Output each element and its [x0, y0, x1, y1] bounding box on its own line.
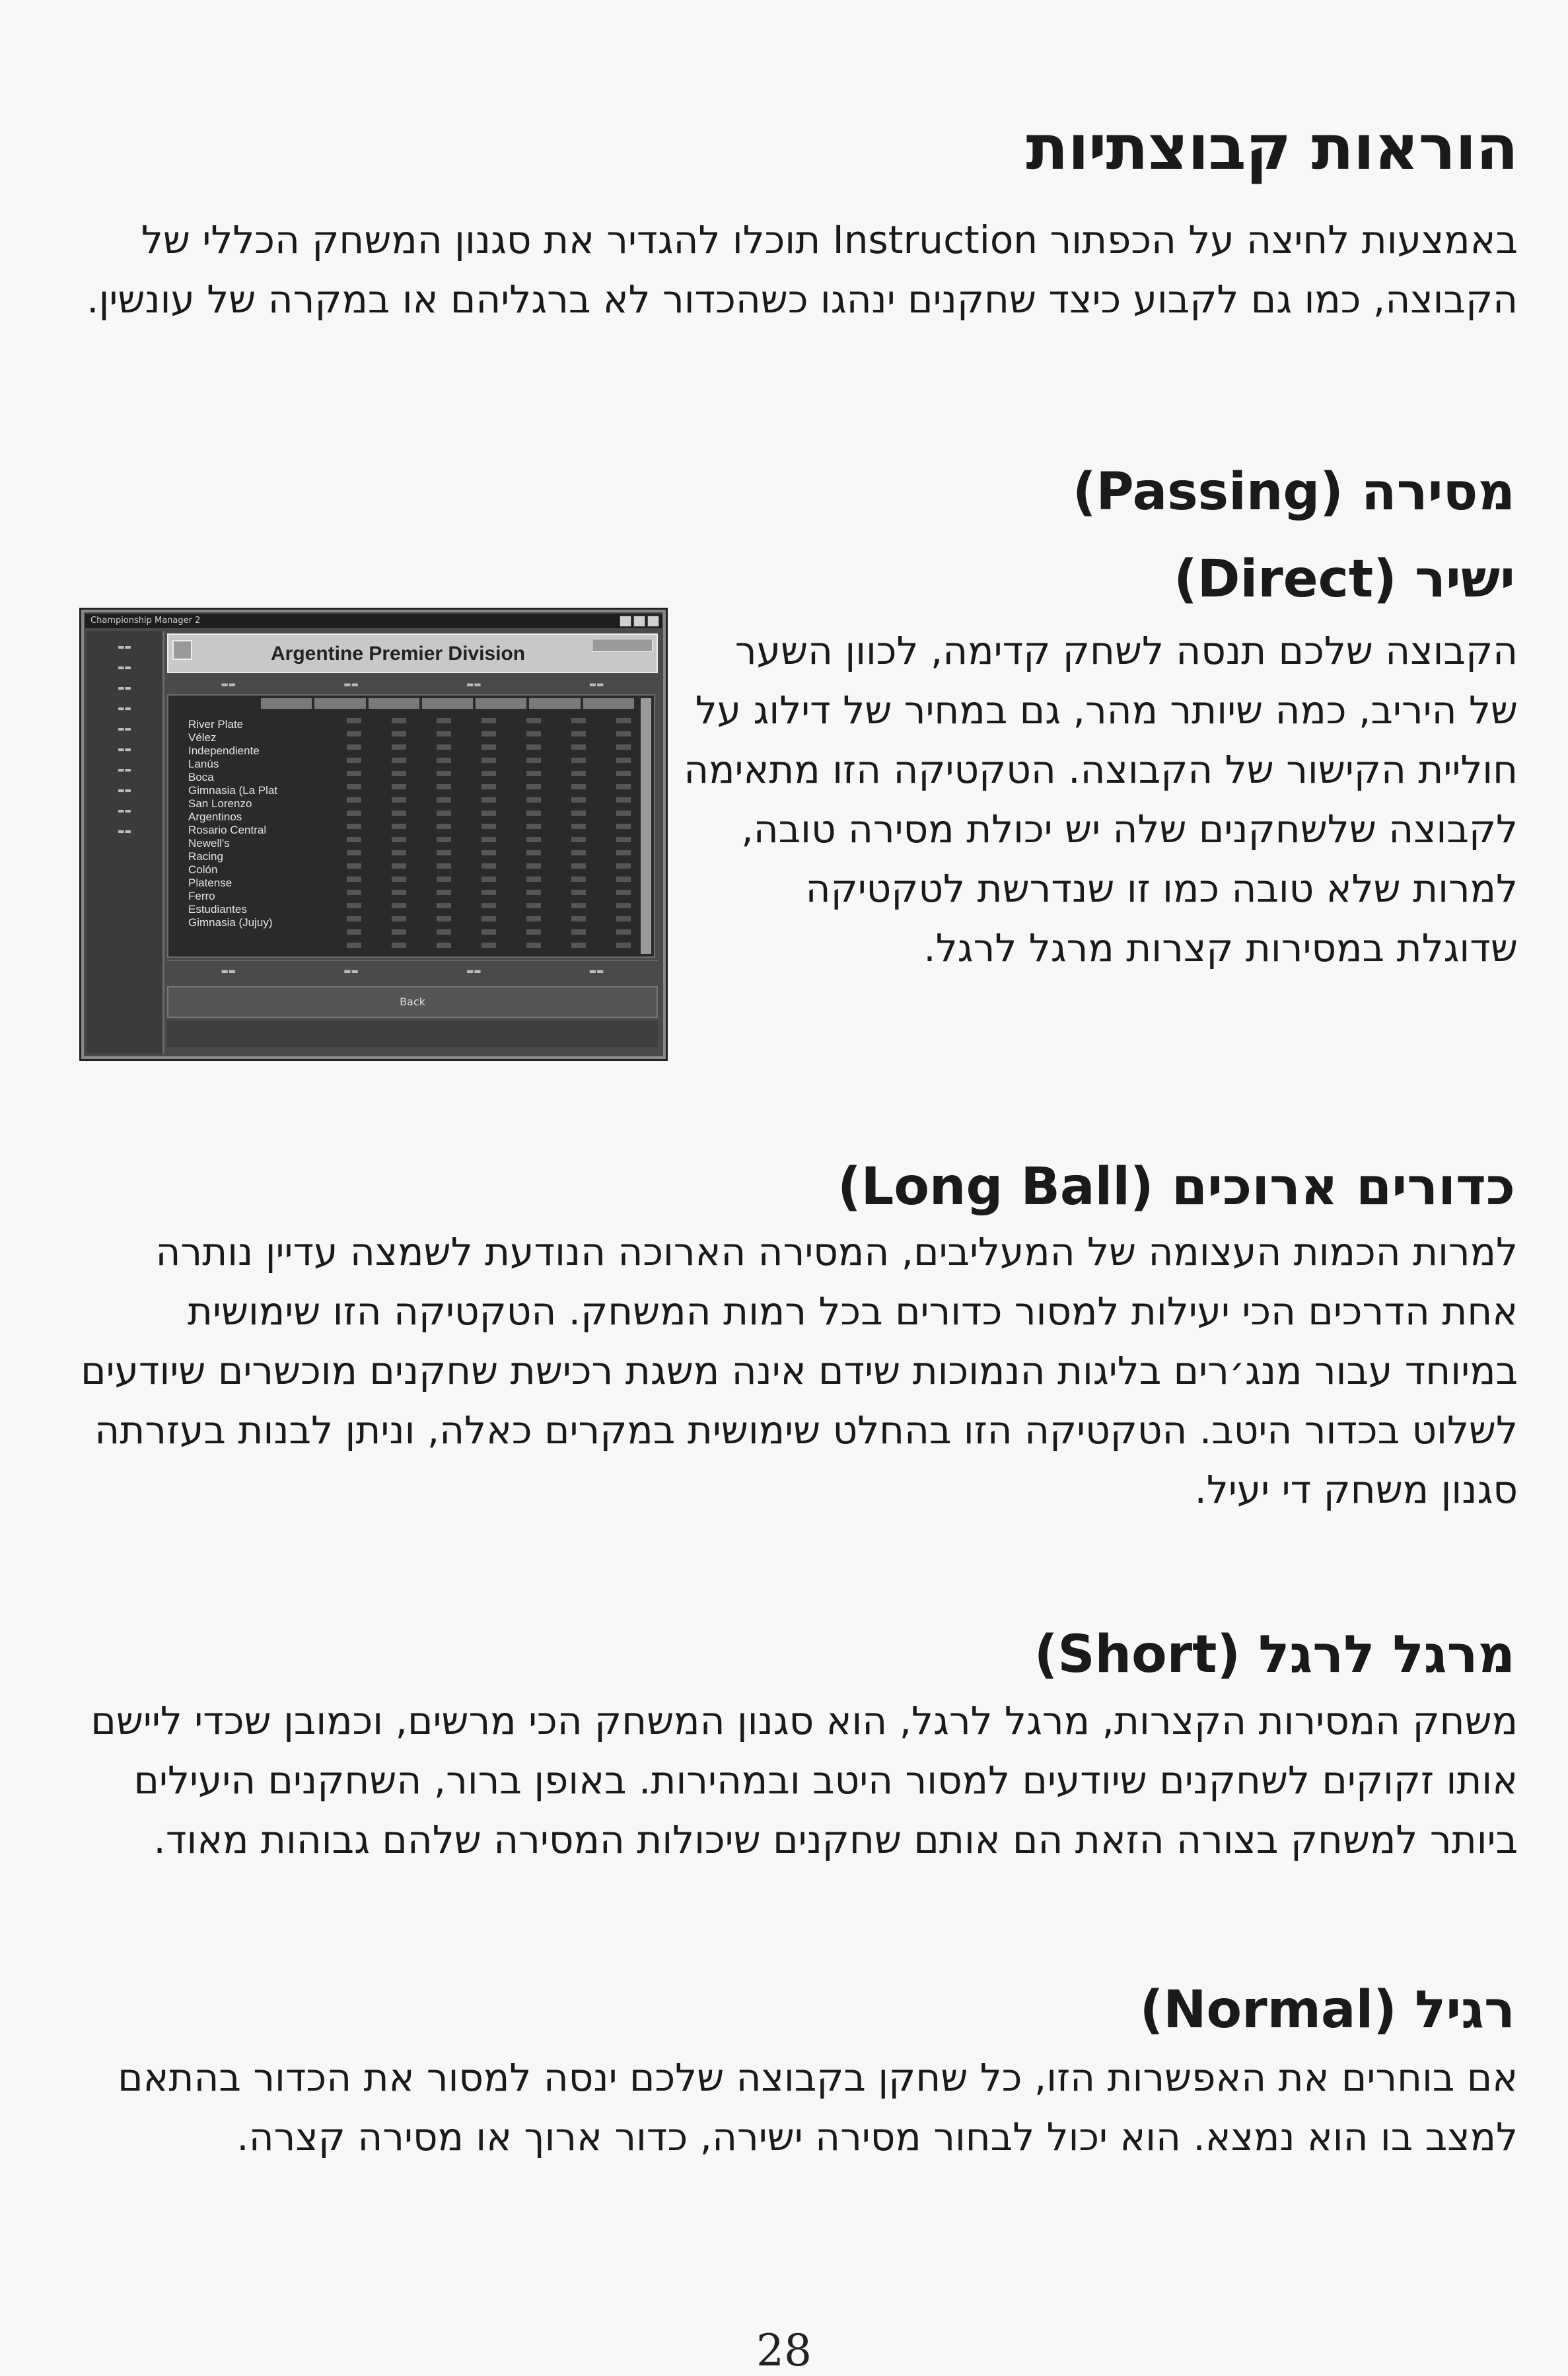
sidebar-nav-item: ▬▬ [118, 663, 131, 672]
screen-footer-buttons [167, 960, 658, 981]
team-name: Colón [188, 863, 218, 876]
team-name: Racing [188, 850, 223, 863]
tab: ▬▬ [343, 680, 359, 689]
league-table [167, 694, 655, 958]
close-icon [647, 616, 659, 627]
sidebar-nav-item: ▬▬ [118, 704, 131, 713]
short-heading: מרגל לרגל (Short) [1034, 1625, 1515, 1684]
team-name: Independiente [188, 744, 260, 757]
longball-heading: כדורים ארוכים (Long Ball) [837, 1157, 1515, 1217]
normal-heading: רגיל (Normal) [1139, 1980, 1515, 2040]
tab: ▬▬ [588, 680, 604, 689]
division-header [167, 633, 658, 673]
header-close-icon [172, 640, 192, 660]
table-scrollbar [641, 698, 651, 954]
window-buttons [620, 616, 659, 627]
team-name: Gimnasia (La Plat [188, 784, 278, 797]
team-name: Newell's [188, 837, 230, 849]
screen-bottom-bar [167, 1021, 658, 1047]
team-name: Rosario Central [188, 824, 267, 836]
page-title: הוראות קבוצתיות [1026, 112, 1518, 184]
sidebar-nav-item: ▬▬ [118, 725, 131, 733]
sidebar-nav-item: ▬▬ [118, 807, 131, 815]
window-title: Championship Manager 2 [90, 616, 201, 626]
tab: ▬▬ [466, 680, 481, 689]
short-paragraph: משחק המסירות הקצרות, מרגל לרגל, הוא סגנון המשחק הכי מרשים, וכמובן שכדי ליישם אותו זקוקים לשחקנים שיודעים למסור היטב ובמהירות. באופן ברור, השחקנים היעילים ביותר למשחק בצורה הזאת הם אותם שחקנים שיכולות המסירה שלהם גבוהות מאוד. [90, 1698, 1518, 1862]
longball-paragraph: למרות הכמות העצומה של המעליבים, המסירה הארוכה הנודעת לשמצה עדיין נותרה אחת הדרכים הכי יעילות למסור כדורים בכל רמות המשחק. הטקטיקה הזו שימושית במיוחד עבור מנג׳רים בליגות הנמוכות שידם אינה משגת רכישת שחקנים מוכשרים שיודעים לשלוט בכדור היטב. הטקטיקה הזו בהחלט שימושית במקרים כאלה, וניתן לבנות בעזרתה סגנון משחק די יעיל. [81, 1229, 1518, 1512]
team-name: Ferro [188, 890, 215, 902]
window-titlebar [85, 614, 662, 628]
team-name: River Plate [188, 718, 244, 731]
maximize-icon [633, 616, 645, 627]
team-name: Platense [188, 877, 232, 889]
division-title: Argentine Premier Division [271, 643, 526, 665]
tab: ▬▬ [221, 680, 236, 689]
team-name: Gimnasia (Jujuy) [188, 916, 273, 929]
footer-button: ▬▬ [588, 966, 604, 976]
normal-paragraph: אם בוחרים את האפשרות הזו, כל שחקן בקבוצה שלכם ינסה למסור את הכדור בהתאם למצב בו הוא נמצא. הוא יכול לבחור מסירה ישירה, כדור ארוך או מסירה קצרה. [118, 2055, 1518, 2159]
game-sidebar [87, 631, 164, 1054]
screen-tabs [167, 676, 658, 693]
direct-paragraph: הקבוצה שלכם תנסה לשחק קדימה, לכוון השער של היריב, כמה שיותר מהר, גם במחיר של דילוג על חוליית הקישור של הקבוצה. הטקטיקה הזו מתאימה לקבוצה שלשחקנים שלה יש יכולת מסירה טובה, למרות שלא טובה כמו זו שנדרשת לטקטיקה שדוגלת במסירות קצרות מרגל לרגל. [684, 628, 1518, 970]
minimize-icon [620, 616, 631, 627]
table-stats-columns [347, 718, 634, 950]
sidebar-nav-item: ▬▬ [118, 766, 131, 774]
sidebar-nav-item: ▬▬ [118, 745, 131, 754]
header-button [592, 639, 653, 652]
sidebar-nav-item: ▬▬ [118, 827, 131, 836]
team-list [188, 718, 277, 929]
page-number: 28 [756, 2325, 812, 2376]
team-name: Argentinos [188, 810, 242, 823]
team-name: Vélez [188, 731, 217, 744]
table-column-headers [261, 698, 634, 710]
team-name: Boca [188, 771, 214, 783]
intro-paragraph: באמצעות לחיצה על הכפתור Instruction תוכלו להגדיר את סגנון המשחק הכללי של הקבוצה, כמו גם לקבוע כיצד שחקנים ינהגו כשהכדור לא ברגליהם או במקרה של עונשין. [87, 217, 1518, 322]
footer-button: ▬▬ [466, 966, 481, 976]
direct-heading: ישיר (Direct) [1174, 550, 1515, 609]
sidebar-nav-item: ▬▬ [118, 684, 131, 692]
footer-button: ▬▬ [221, 966, 236, 976]
passing-heading: מסירה (Passing) [1072, 462, 1515, 522]
footer-button: ▬▬ [343, 966, 359, 976]
team-name: Estudiantes [188, 903, 247, 916]
sidebar-nav-item: ▬▬ [118, 786, 131, 795]
team-name: Lanús [188, 758, 219, 770]
back-button: Back [167, 986, 658, 1018]
game-screenshot [79, 608, 668, 1061]
team-name: San Lorenzo [188, 797, 252, 810]
sidebar-nav-item: ▬▬ [118, 643, 131, 651]
